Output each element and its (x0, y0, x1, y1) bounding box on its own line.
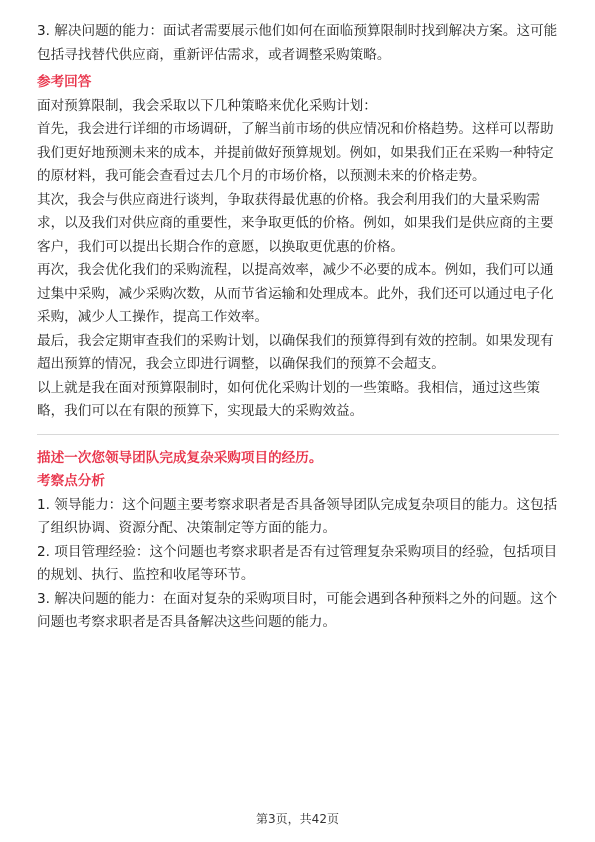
page-number: 第3页，共42页 (256, 812, 339, 826)
reference-answer-heading: 参考回答 (37, 74, 92, 90)
analysis-item-2: 2. 项目管理经验：这个问题也考察求职者是否有过管理复杂采购项目的经验，包括项目的规划、执行、监控和收尾等环节。 (37, 543, 558, 583)
answer-paragraph-second: 其次，我会与供应商进行谈判，争取获得最优惠的价格。我会利用我们的大量采购需求，以及我们对供应商的重要性，来争取更低的价格。例如，如果我们是供应商的主要客户，我们可以提出长期合作的意愿，以换取更优惠的价格。 (37, 191, 554, 255)
answer-paragraph-third: 再次，我会优化我们的采购流程，以提高效率，减少不必要的成本。例如，我们可以通过集中采购，减少采购次数，从而节省运输和处理成本。此外，我们还可以通过电子化采购，减少人工操作，提高工作效率。 (37, 262, 554, 325)
question-heading: 描述一次您领导团队完成复杂采购项目的经历。 (37, 449, 323, 466)
answer-paragraph-summary: 以上就是我在面对预算限制时，如何优化采购计划的一些策略。我相信，通过这些策略，我们可以在有限的预算下，实现最大的采购效益。 (37, 379, 540, 419)
document-body (37, 20, 559, 635)
criterion-item-3: 3. 解决问题的能力：面试者需要展示他们如何在面临预算限制时找到解决方案。这可能包括寻找替代供应商，重新评估需求，或者调整采购策略。 (37, 23, 558, 63)
answer-paragraph-first: 首先，我会进行详细的市场调研，了解当前市场的供应情况和价格趋势。这样可以帮助我们更好地预测未来的成本，并提前做好预算规划。例如，如果我们正在采购一种特定的原材料，我可能会查看过去几个月的市场价格，以预测未来的价格走势。 (37, 121, 554, 184)
analysis-item-3: 3. 解决问题的能力：在面对复杂的采购项目时，可能会遇到各种预料之外的问题。这个问题也考察求职者是否具备解决这些问题的能力。 (37, 590, 558, 630)
analysis-heading: 考察点分析 (37, 473, 105, 489)
analysis-item-1: 1. 领导能力：这个问题主要考察求职者是否具备领导团队完成复杂项目的能力。这包括了组织协调、资源分配、决策制定等方面的能力。 (37, 496, 558, 536)
section-divider (37, 434, 559, 435)
answer-paragraph-intro: 面对预算限制，我会采取以下几种策略来优化采购计划： (37, 97, 377, 114)
answer-paragraph-last: 最后，我会定期审查我们的采购计划，以确保我们的预算得到有效的控制。如果发现有超出预算的情况，我会立即进行调整，以确保我们的预算不会超支。 (37, 332, 554, 372)
